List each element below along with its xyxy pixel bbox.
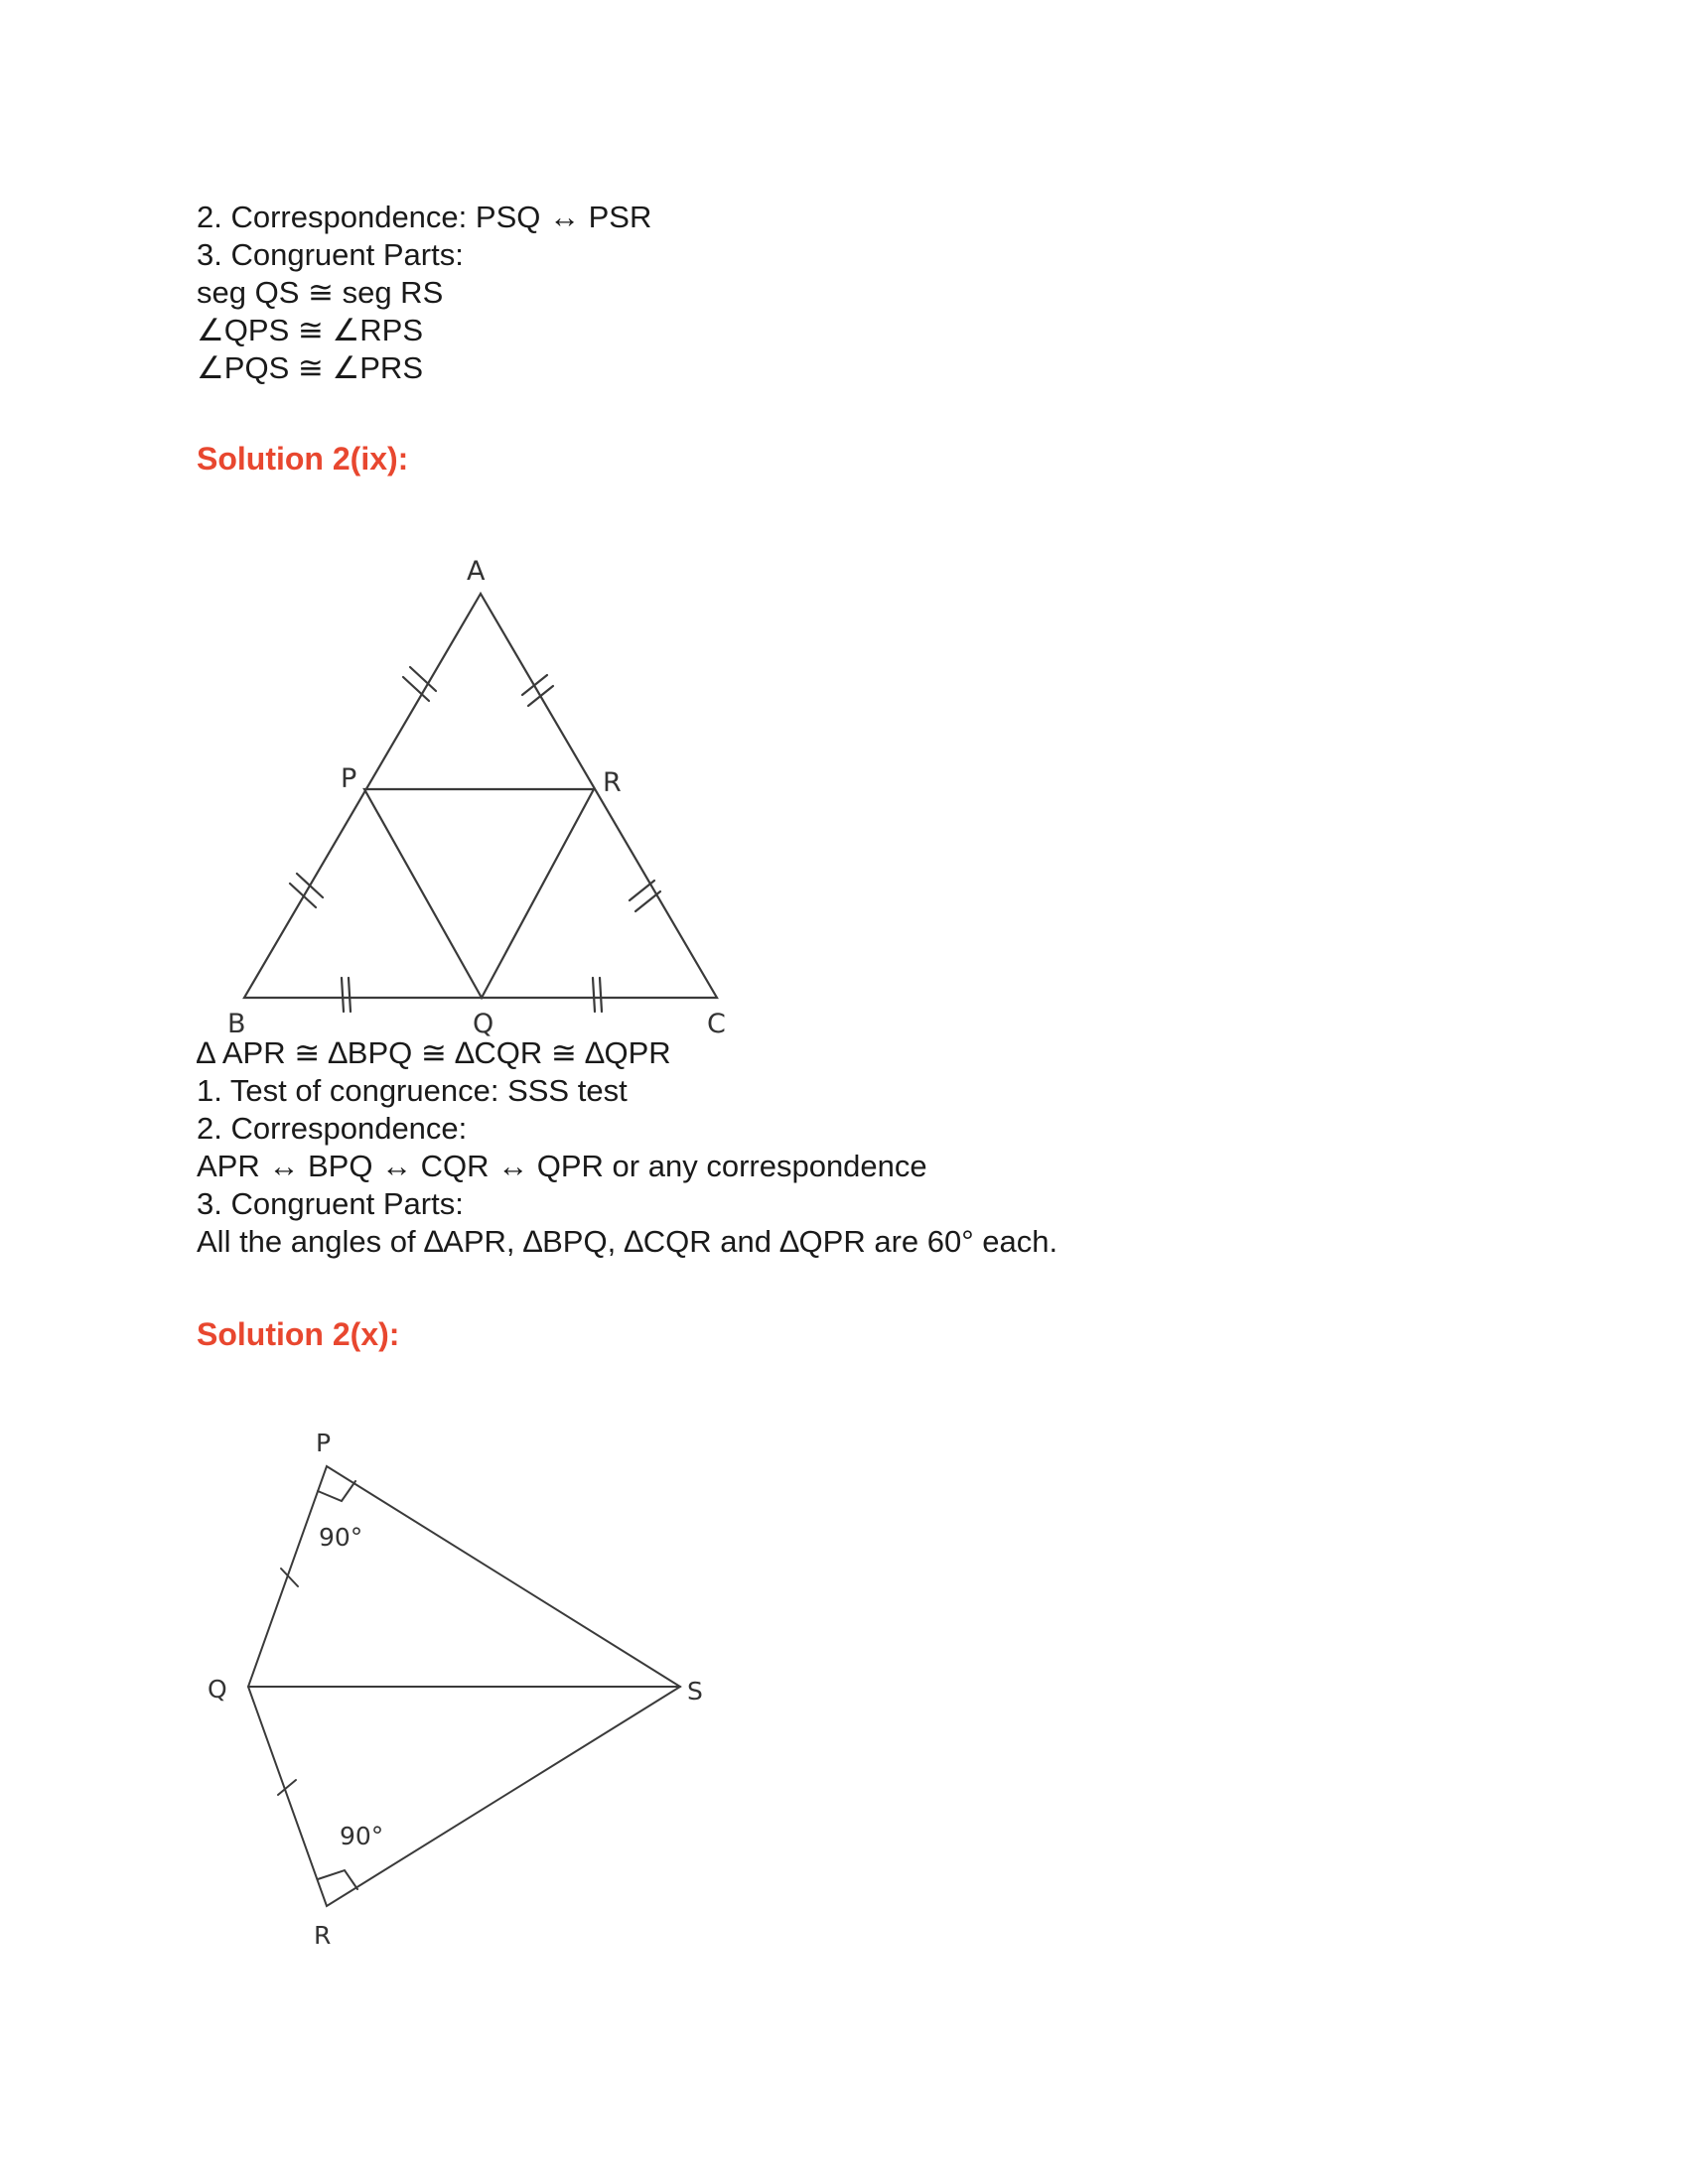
label-a: A (467, 556, 486, 587)
label-kite-r: R (314, 1921, 332, 1950)
heading-solution-x: Solution 2(x): (197, 1316, 400, 1352)
kite-labels (208, 1429, 703, 1950)
heading-solution-ix: Solution 2(ix): (197, 441, 409, 477)
text-line-correspondence: 2. Correspondence: PSQ ↔ PSR (197, 200, 652, 234)
label-c: C (707, 1009, 726, 1039)
label-kite-s: S (687, 1677, 703, 1706)
text-line-seg: seg QS ≅ seg RS (197, 275, 444, 310)
text-line-correspondence-label: 2. Correspondence: (197, 1111, 468, 1146)
tick-marks-rc (630, 881, 660, 911)
text-line-angle-pqs: ∠PQS ≅ ∠PRS (197, 350, 423, 385)
triangle-labels (227, 556, 726, 1039)
label-kite-q: Q (208, 1675, 227, 1704)
text-line-congruence-statement: ∆ APR ≅ ∆BPQ ≅ ∆CQR ≅ ∆QPR (197, 1035, 671, 1070)
kite-pqrs-figure (248, 1466, 680, 1906)
inner-triangle-pqr (364, 789, 594, 998)
text-line-angles: All the angles of ∆APR, ∆BPQ, ∆CQR and ∆QPR are 60° each. (197, 1224, 1058, 1259)
angle-label-r: 90° (340, 1822, 384, 1850)
triangle-abc-figure (244, 594, 717, 1012)
angle-label-p: 90° (319, 1523, 363, 1552)
text-line-angle-qps: ∠QPS ≅ ∠RPS (197, 313, 423, 347)
label-r: R (603, 767, 622, 798)
label-q: Q (473, 1009, 494, 1039)
tick-marks-ap (403, 667, 436, 701)
text-line-test: 1. Test of congruence: SSS test (197, 1073, 628, 1108)
text-line-correspondence-value: APR ↔ BPQ ↔ CQR ↔ QPR or any correspondence (197, 1149, 927, 1183)
label-kite-p: P (316, 1429, 332, 1457)
label-p: P (341, 763, 357, 794)
outer-triangle-abc (244, 594, 717, 998)
right-angle-mark-p (318, 1481, 355, 1501)
text-line-congruent-parts-label: 3. Congruent Parts: (197, 1186, 464, 1221)
text-line-congruent-parts: 3. Congruent Parts: (197, 237, 464, 272)
tick-marks-bq (342, 978, 351, 1012)
label-b: B (227, 1009, 246, 1039)
right-angle-mark-r (318, 1870, 357, 1889)
tick-marks-qc (593, 978, 602, 1012)
